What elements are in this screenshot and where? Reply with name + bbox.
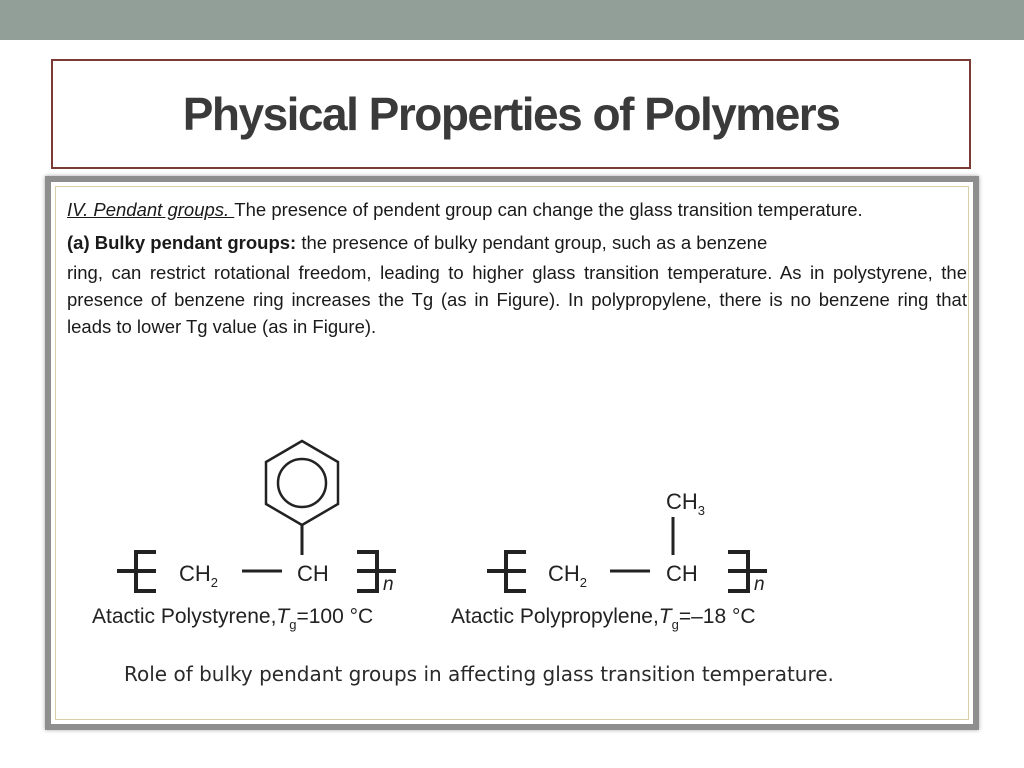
content-box [45,176,979,730]
polypropylene-structure [451,489,767,632]
benzene-inner-circle [278,459,326,507]
content-inner [55,186,969,720]
ps-repeat-n: n [383,574,394,595]
pp-ch2: $CH_2$ [548,561,588,590]
slide-title: Physical Properties of Polymers [182,88,840,140]
ps-ch: CH [297,561,329,586]
pp-repeat-n: n [754,574,765,595]
pp-ch3: $CH_3$ [666,489,706,518]
paragraph-bulky-detail: ring, can restrict rotational freedom, leading to higher glass transition temperature. As in polystyrene, the presence of benzene ring increases the Tg (as in Figure). In polypropylene, there is no benzene ring that leads to lower Tg value (as in Figure). [67,262,967,337]
pendant-groups-label: IV. Pendant groups. [67,199,235,220]
ps-ch2: $CH_2$ [179,561,219,590]
left-bracket-icon [487,552,526,591]
top-accent-bar [0,0,1024,40]
bulky-groups-label: (a) Bulky pendant groups: [67,232,297,253]
left-bracket-icon [117,552,156,591]
bulky-groups-text: the presence of bulky pendant group, such as a benzene [296,232,768,253]
pp-ch: CH [666,561,698,586]
ps-label: Atactic $Polystyrene,T_g=100$ °C [92,605,374,632]
title-box [51,59,971,169]
pendant-groups-text: The presence of pendent group can change the glass transition temperature. [234,199,863,220]
pp-label: Atactic $Polypropylene,T_g=-18$ °C [451,605,756,632]
polymer-structures-figure [56,187,980,731]
polystyrene-structure [92,441,396,632]
figure-caption: Role of bulky pendant groups in affecting glass transition temperature. [124,662,834,686]
